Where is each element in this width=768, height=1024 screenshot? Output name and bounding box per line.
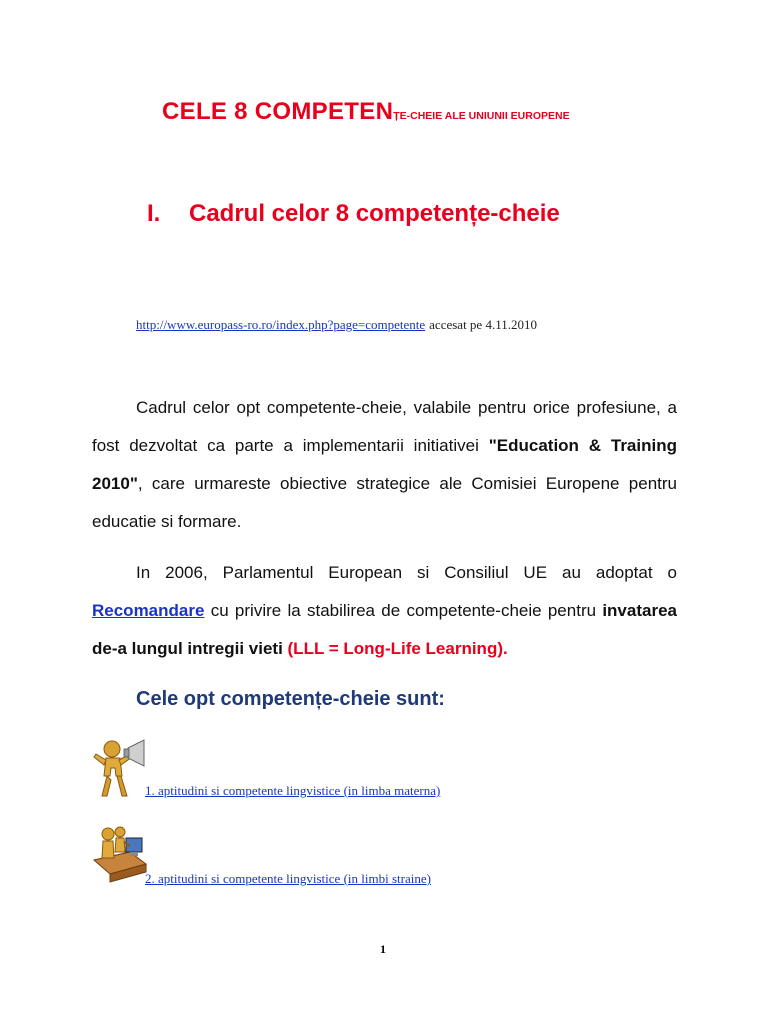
document-title-rest: ȚE-CHEIE ALE UNIUNII EUROPENE (393, 110, 570, 122)
competence-link-1[interactable]: 1. aptitudini si competente lingvistice (in limba materna) (145, 783, 441, 798)
section-number: I. (147, 200, 161, 227)
competence-link-2[interactable]: 2. aptitudini si competente lingvistice (in limbi straine) (145, 871, 431, 886)
computer-figures-icon (90, 824, 150, 886)
accessed-date: accesat pe 4.11.2010 (429, 317, 537, 332)
paragraph-text: Cadrul celor opt competente-cheie, valabile pentru orice profesiune, a fost dezvoltat ca parte a implementarii initiativei (92, 398, 677, 455)
megaphone-figure-icon (90, 738, 148, 800)
section-heading-text: Cadrul celor 8 competențe-cheie (189, 200, 560, 227)
paragraph-framework (92, 389, 677, 541)
competences-heading: Cele opt competențe-cheie sunt: (136, 688, 445, 710)
lll-note: (LLL = Long-Life Learning). (282, 639, 508, 658)
document-title (162, 98, 570, 126)
paragraph-recommendation (92, 554, 677, 668)
program-name: "Education & Training 2010" (92, 436, 677, 493)
source-link[interactable]: http://www.europass-ro.ro/index.php?page=competente (136, 317, 426, 332)
source-reference (136, 317, 537, 333)
paragraph-text: In 2006, Parlamentul European si Consiliul UE au adoptat o (136, 563, 677, 582)
section-heading (147, 200, 560, 228)
recommendation-link[interactable]: Recomandare (92, 601, 205, 620)
list-item (145, 782, 440, 800)
paragraph-text: cu privire la stabilirea de competente-cheie pentru (204, 601, 603, 620)
list-item (145, 870, 431, 888)
lifelong-learning-text: invatarea de-a lungul intregii vieti (92, 601, 677, 658)
document-title-main: CELE 8 COMPETEN (162, 98, 394, 125)
page-number: 1 (380, 942, 386, 956)
paragraph-text: , care urmareste obiective strategice ale Comisiei Europene pentru educatie si formare. (92, 474, 677, 531)
